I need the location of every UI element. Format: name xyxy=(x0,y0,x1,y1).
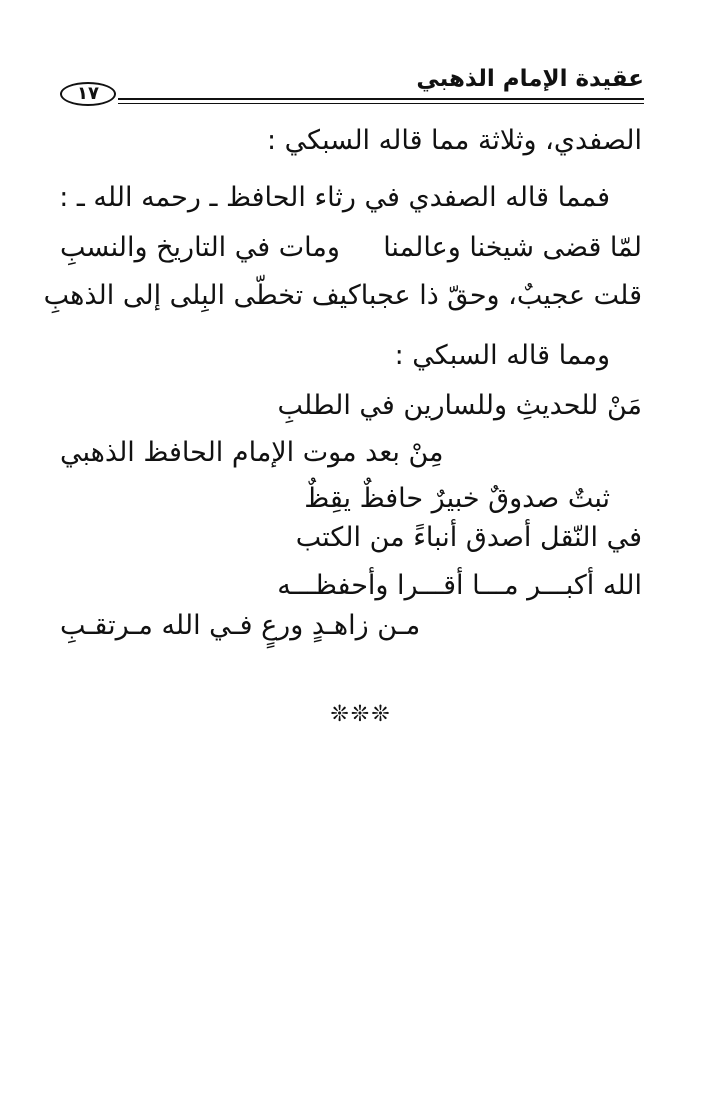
verse-1-first-hemistich: لمّا قضى شيخنا وعالمنا xyxy=(383,232,642,263)
verse-1-second-hemistich: ومات في التاريخ والنسبِ xyxy=(60,232,340,263)
paragraph-line-2: فمما قاله الصفدي في رثاء الحافظ ـ رحمه الله ـ : xyxy=(59,182,610,213)
verse-2 xyxy=(43,280,642,312)
header-rule-thin xyxy=(118,103,644,104)
verse-2-second-hemistich: كيف تخطّى البِلى إلى الذهبِ xyxy=(43,280,361,311)
running-header-title: عقيدة الإمام الذهبي xyxy=(416,66,644,92)
poem-line-1: مَنْ للحديثِ وللسارين في الطلبِ xyxy=(277,390,642,421)
verse-1 xyxy=(60,232,642,264)
poem-line-4: في النّقل أصدق أنباءً من الكتب xyxy=(295,522,642,553)
poem-line-5: الله أكبـــر مـــا أقـــرا وأحفظـــه xyxy=(277,570,642,601)
header-rule xyxy=(118,98,644,100)
poem-line-3: ثبتٌ صدوقٌ خبيرٌ حافظٌ يقِظٌ xyxy=(304,483,610,514)
poem-line-6: مـن زاهـدٍ ورعٍ فـي الله مـرتقـبِ xyxy=(60,610,421,641)
poem-line-2: مِنْ بعد موت الإمام الحافظ الذهبي xyxy=(60,437,444,468)
paragraph-line-3: ومما قاله السبكي : xyxy=(394,340,610,371)
section-ornament: ❊❊❊ xyxy=(330,702,392,727)
paragraph-line-1: الصفدي، وثلاثة مما قاله السبكي : xyxy=(267,125,642,156)
verse-2-first-hemistich: قلت عجيبٌ، وحقّ ذا عجبا xyxy=(360,280,642,311)
page-number: ١٧ xyxy=(60,82,116,106)
